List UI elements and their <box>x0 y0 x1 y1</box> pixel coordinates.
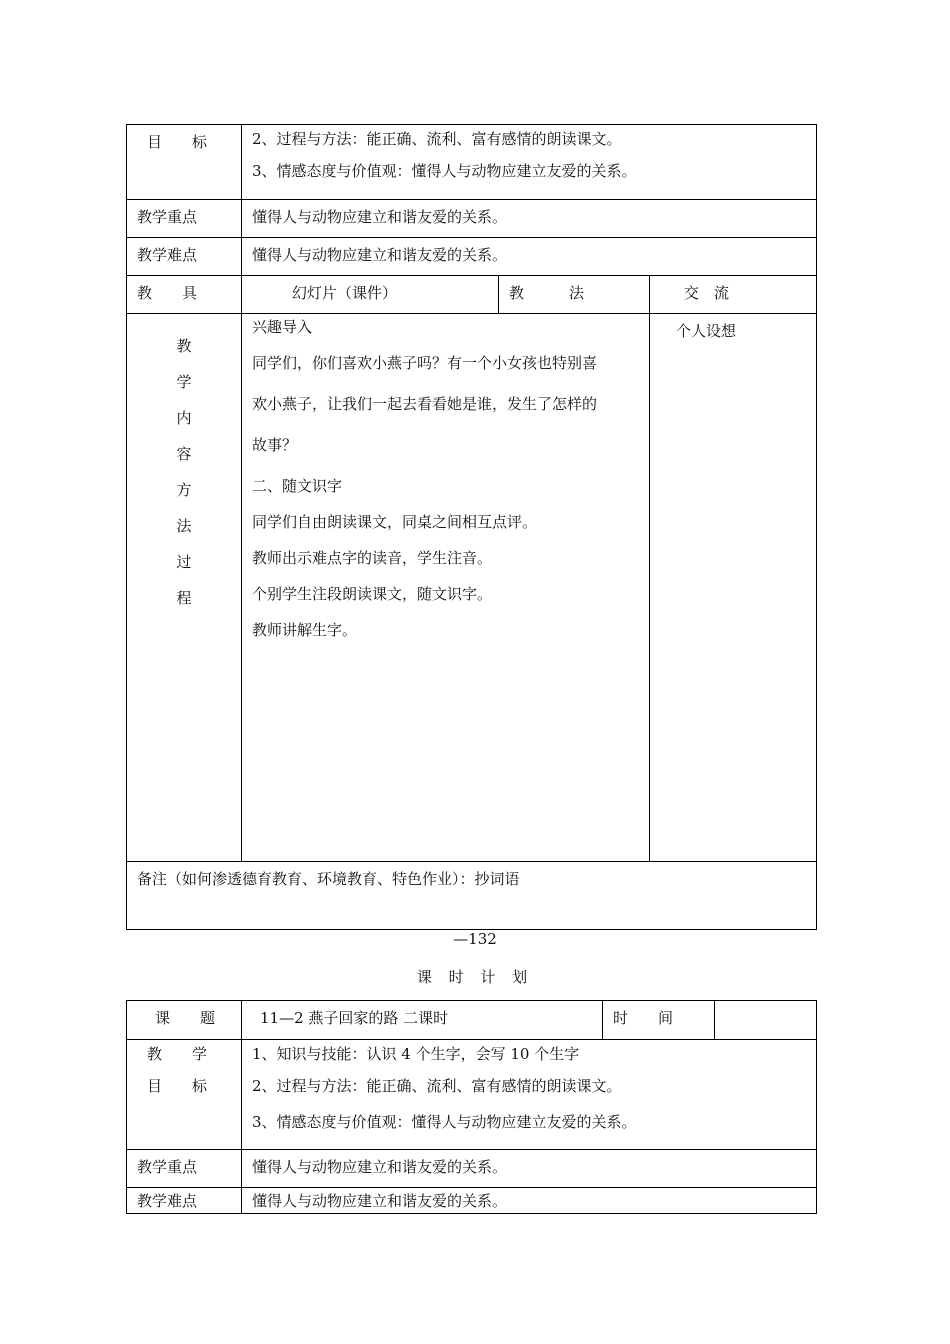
process-line: 欢小燕子，让我们一起去看看她是谁，发生了怎样的 <box>252 395 598 413</box>
time-value <box>715 1001 816 1007</box>
method-label: 教 法 <box>509 284 585 302</box>
topic-value: 11—2 燕子回家的路 二课时 <box>260 1009 449 1027</box>
goal-label-cell <box>127 125 242 200</box>
process-label-cell <box>127 314 242 862</box>
difficulty-content-cell <box>242 238 817 276</box>
process-line: 故事？ <box>252 436 298 454</box>
time-label: 时 间 <box>613 1009 674 1027</box>
key-point-text: 懂得人与动物应建立和谐友爱的关系。 <box>252 208 508 226</box>
personal-label: 个人设想 <box>676 322 737 340</box>
process-label-char: 过 <box>176 553 192 571</box>
process-line: 教师出示难点字的读音，学生注音。 <box>252 549 493 567</box>
difficulty-text: 懂得人与动物应建立和谐友爱的关系。 <box>252 1192 508 1210</box>
process-label-char: 教 <box>176 337 192 355</box>
tools-label-cell <box>127 276 242 314</box>
goal-content-cell <box>242 125 817 200</box>
goal-line: 1、知识与技能：认识 4 个生字，会写 10 个生字 <box>252 1045 580 1063</box>
difficulty-label: 教学难点 <box>137 1192 198 1210</box>
goal-line: 2、过程与方法：能正确、流利、富有感情的朗读课文。 <box>252 130 622 148</box>
notes-text: 备注（如何渗透德育教育、环境教育、特色作业）：抄词语 <box>137 870 520 888</box>
goal-line: 3、情感态度与价值观：懂得人与动物应建立友爱的关系。 <box>252 162 637 180</box>
goal-content-cell <box>242 1040 817 1150</box>
plan-title: 课 时 计 划 <box>416 968 534 986</box>
process-label-char: 法 <box>176 517 192 535</box>
goal-line: 2、过程与方法：能正确、流利、富有感情的朗读课文。 <box>252 1077 622 1095</box>
tools-value-cell <box>242 276 499 314</box>
topic-label: 课 题 <box>155 1009 216 1027</box>
goal-label-line: 目 标 <box>147 1077 208 1095</box>
topic-value-cell <box>242 1001 603 1040</box>
method-label-cell <box>499 276 650 314</box>
key-content-cell <box>242 1150 817 1188</box>
difficulty-text: 懂得人与动物应建立和谐友爱的关系。 <box>252 246 508 264</box>
lesson-plan-table <box>126 1000 817 1214</box>
key-content-cell <box>242 200 817 238</box>
tools-label: 教 具 <box>137 284 198 302</box>
process-line: 二、随文识字 <box>252 477 343 495</box>
process-line: 个别学生注段朗读课文，随文识字。 <box>252 585 493 603</box>
key-point-label: 教学重点 <box>137 1158 198 1176</box>
key-label-cell <box>127 1150 242 1188</box>
difficulty-label: 教学难点 <box>137 246 198 264</box>
tools-value: 幻灯片（课件） <box>292 284 398 302</box>
time-label-cell <box>603 1001 715 1040</box>
topic-label-cell <box>127 1001 242 1040</box>
goal-label-line: 教 学 <box>147 1045 208 1063</box>
process-label-char: 方 <box>176 481 192 499</box>
key-label-cell <box>127 200 242 238</box>
process-line: 同学们自由朗读课文，同桌之间相互点评。 <box>252 513 538 531</box>
difficulty-label-cell <box>127 238 242 276</box>
notes-cell <box>127 862 817 930</box>
process-label <box>127 314 241 616</box>
goal-line: 3、情感态度与价值观：懂得人与动物应建立友爱的关系。 <box>252 1113 637 1131</box>
key-point-label: 教学重点 <box>137 208 198 226</box>
difficulty-content-cell <box>242 1188 817 1214</box>
time-value-cell <box>715 1001 817 1040</box>
process-label-char: 学 <box>176 373 192 391</box>
process-line: 兴趣导入 <box>252 318 313 336</box>
process-content-cell <box>242 314 650 862</box>
process-line: 教师讲解生字。 <box>252 621 358 639</box>
lesson-table-continued <box>126 124 817 930</box>
difficulty-label-cell <box>127 1188 242 1214</box>
process-label-char: 程 <box>176 589 192 607</box>
method-value-cell <box>650 276 817 314</box>
process-label-char: 内 <box>176 409 192 427</box>
personal-notes-cell <box>650 314 817 862</box>
method-value: 交 流 <box>684 284 730 302</box>
process-label-char: 容 <box>176 445 192 463</box>
key-point-text: 懂得人与动物应建立和谐友爱的关系。 <box>252 1158 508 1176</box>
page-number: —132 <box>453 930 497 948</box>
process-line: 同学们，你们喜欢小燕子吗？有一个小女孩也特别喜 <box>252 354 598 372</box>
goal-label-cell <box>127 1040 242 1150</box>
goal-label: 目 标 <box>147 133 208 151</box>
